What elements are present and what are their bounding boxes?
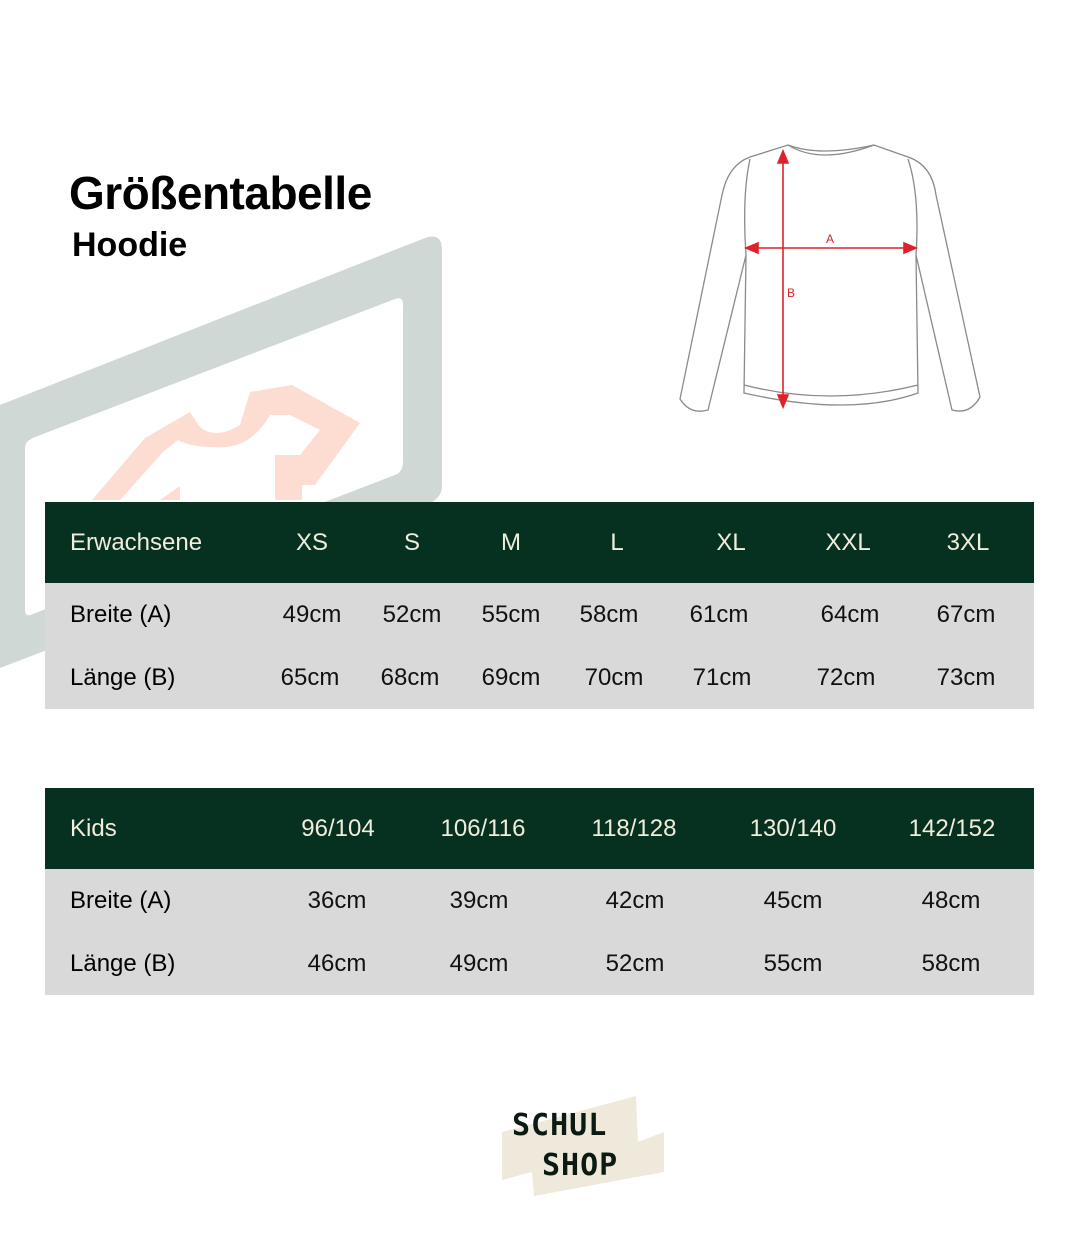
size-header: L xyxy=(610,529,624,556)
table-cell: 61cm xyxy=(689,601,749,628)
table-cell: 69cm xyxy=(481,664,541,691)
table-cell: 46cm xyxy=(307,950,367,977)
table-cell: 52cm xyxy=(605,950,665,977)
size-header: S xyxy=(403,529,421,556)
table-cell: 52cm xyxy=(382,601,442,628)
table-cell: 65cm xyxy=(280,664,340,691)
table-cell: 67cm xyxy=(936,601,996,628)
size-header: 106/116 xyxy=(440,815,526,842)
page-title: Größentabelle xyxy=(69,167,372,219)
kids-table-body xyxy=(45,869,1034,995)
table-cell: 49cm xyxy=(282,601,342,628)
size-header: XL xyxy=(716,529,746,556)
table-cell: 70cm xyxy=(584,664,644,691)
table-cell: 49cm xyxy=(449,950,509,977)
label-a: A xyxy=(826,232,835,246)
table-cell: 45cm xyxy=(763,887,823,914)
table-cell: 73cm xyxy=(936,664,996,691)
logo-line-shop: SHOP xyxy=(542,1148,619,1183)
hoodie-measurement-diagram xyxy=(670,135,990,425)
adult-size-table xyxy=(45,502,1034,709)
product-subtitle: Hoodie xyxy=(72,226,188,264)
table-cell: 39cm xyxy=(449,887,509,914)
size-header: 142/152 xyxy=(908,815,996,842)
size-header: M xyxy=(501,529,521,556)
adult-table-header xyxy=(45,502,1034,583)
table-cell: 58cm xyxy=(921,950,981,977)
table-cell: 55cm xyxy=(763,950,823,977)
kids-size-table xyxy=(45,788,1034,995)
size-header: 3XL xyxy=(946,529,990,556)
size-header: XS xyxy=(295,529,329,556)
table-cell: 58cm xyxy=(579,601,639,628)
row-label: Breite (A) xyxy=(70,887,172,914)
table-cell: 55cm xyxy=(481,601,541,628)
table-cell: 42cm xyxy=(605,887,665,914)
adult-table-body xyxy=(45,583,1034,709)
logo-line-schul: SCHUL xyxy=(512,1108,608,1143)
size-header: 96/104 xyxy=(301,815,375,842)
size-header: XXL xyxy=(825,529,871,556)
schulshop-logo xyxy=(498,1092,668,1202)
table-cell: 64cm xyxy=(820,601,880,628)
size-header: 130/140 xyxy=(749,815,837,842)
kids-table-header xyxy=(45,788,1034,869)
size-header: 118/128 xyxy=(591,815,677,842)
table-cell: 48cm xyxy=(921,887,981,914)
adult-header-label: Erwachsene xyxy=(70,529,203,556)
table-cell: 68cm xyxy=(380,664,440,691)
table-cell: 71cm xyxy=(692,664,752,691)
kids-header-label: Kids xyxy=(70,815,117,842)
label-b: B xyxy=(787,286,796,300)
row-label: Breite (A) xyxy=(70,601,172,628)
table-cell: 72cm xyxy=(816,664,876,691)
table-cell: 36cm xyxy=(307,887,367,914)
row-label: Länge (B) xyxy=(70,664,176,691)
row-label: Länge (B) xyxy=(70,950,176,977)
